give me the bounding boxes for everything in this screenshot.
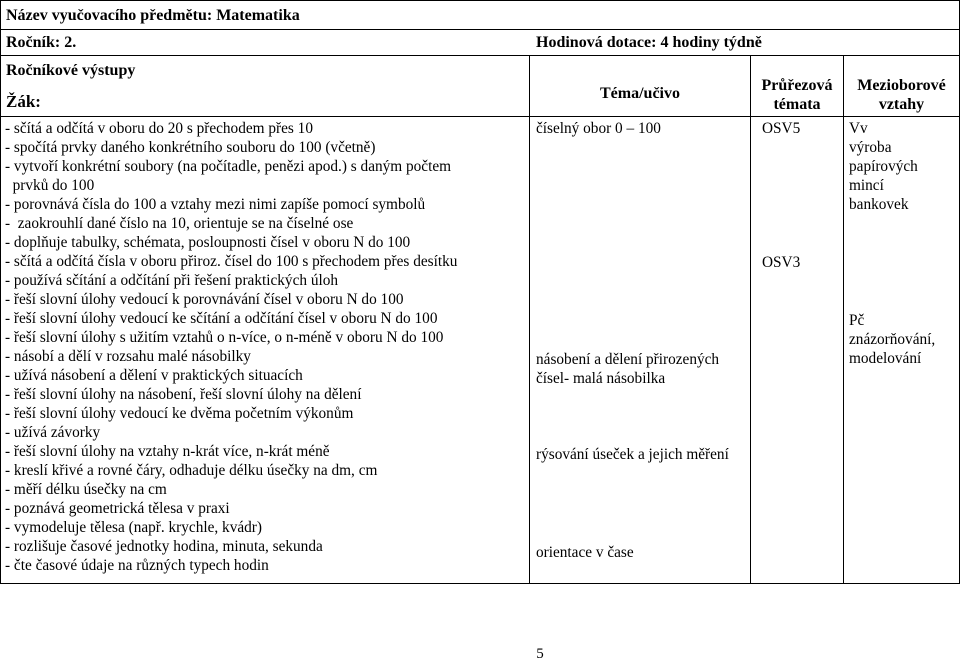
row-divider-3: [0, 116, 960, 117]
col-divider-topic: [529, 55, 530, 584]
list-item: - užívá násobení a dělení v praktických situacích: [5, 367, 303, 384]
hours-label: Hodinová dotace: 4 hodiny týdně: [536, 34, 762, 51]
col-divider-cross: [750, 55, 751, 584]
list-item: - užívá závorky: [5, 424, 101, 441]
list-item: - používá sčítání a odčítání při řešení praktických úloh: [5, 272, 339, 289]
inter-heading-2: vztahy: [878, 96, 925, 113]
inter-line: výroba: [849, 139, 892, 156]
inter-heading-1: Mezioborové: [857, 77, 946, 94]
list-item: - řeší slovní úlohy vedoucí k porovnávání čísel v oboru N do 100: [5, 291, 404, 308]
list-item: - sčítá a odčítá čísla v oboru přiroz. čísel do 100 s přechodem přes desítku: [5, 253, 458, 270]
list-item: - řeší slovní úlohy vedoucí ke sčítání a odčítání čísel v oboru N do 100: [5, 310, 438, 327]
table-top-border: [0, 0, 960, 1]
inter-block-work: [849, 311, 935, 368]
list-item: - sčítá a odčítá v oboru do 20 s přechodem přes 10: [5, 120, 313, 137]
cross-osv5: OSV5: [762, 120, 801, 137]
outcomes-list: [5, 119, 457, 575]
row-divider-1: [0, 29, 960, 30]
pupil-heading: Žák:: [6, 92, 41, 111]
list-item: - spočítá prvky daného konkrétního souboru do 100 (včetně): [5, 139, 376, 156]
inter-line: mincí: [849, 177, 884, 194]
list-item: - poznává geometrická tělesa v praxi: [5, 500, 230, 517]
inter-line: bankovek: [849, 196, 909, 213]
list-item: - čte časové údaje na různých typech hodin: [5, 557, 269, 574]
list-item: - rozlišuje časové jednotky hodina, minuta, sekunda: [5, 538, 323, 555]
col-divider-inter: [843, 55, 844, 584]
list-item: - měří délku úsečky na cm: [5, 481, 167, 498]
topic-geometry: rýsování úseček a jejich měření: [536, 446, 729, 463]
list-item: - zaokrouhlí dané číslo na 10, orientuje se na číselné ose: [5, 215, 354, 232]
topic-number-range: číselný obor 0 – 100: [536, 120, 661, 137]
topic-time: orientace v čase: [536, 544, 634, 561]
list-item: - řeší slovní úlohy na násobení, řeší slovní úlohy na dělení: [5, 386, 362, 403]
list-item: - řeší slovní úlohy na vztahy n-krát více, n-krát méně: [5, 443, 330, 460]
topic-multiplication-1: násobení a dělení přirozených: [536, 351, 720, 368]
inter-line: modelování: [849, 350, 922, 367]
row-divider-2: [0, 55, 960, 56]
list-item: - řeší slovní úlohy vedoucí ke dvěma početním výkonům: [5, 405, 354, 422]
list-item: - vytvoří konkrétní soubory (na počítadle, penězi apod.) s daným počtem: [5, 158, 452, 175]
cross-heading-1: Průřezová: [761, 77, 833, 94]
inter-block-art: [849, 119, 918, 214]
list-item: - řeší slovní úlohy s užitím vztahů o n-více, o n-méně v oboru N do 100: [5, 329, 444, 346]
inter-line: Pč: [849, 312, 865, 329]
subject-title: Název vyučovacího předmětu: Matematika: [6, 7, 300, 24]
grade-label: Ročník: 2.: [6, 34, 77, 51]
topic-multiplication-2: čísel- malá násobilka: [536, 370, 666, 387]
list-item: - násobí a dělí v rozsahu malé násobilky: [5, 348, 251, 365]
list-item: - porovnává čísla do 100 a vztahy mezi nimi zapíše pomocí symbolů: [5, 196, 426, 213]
inter-line: papírových: [849, 158, 918, 175]
list-item: prvků do 100: [5, 177, 95, 194]
inter-line: znázorňování,: [849, 331, 936, 348]
list-item: - doplňuje tabulky, schémata, posloupnosti čísel v oboru N do 100: [5, 234, 411, 251]
page-number: 5: [536, 646, 544, 662]
left-border: [0, 0, 1, 584]
inter-line: Vv: [849, 120, 868, 137]
list-item: - vymodeluje tělesa (např. krychle, kvádr): [5, 519, 262, 536]
list-item: - kreslí křivé a rovné čáry, odhaduje délku úsečky na dm, cm: [5, 462, 378, 479]
topic-heading: Téma/učivo: [600, 85, 680, 102]
cross-osv3: OSV3: [762, 254, 801, 271]
outcomes-heading: Ročníkové výstupy: [6, 62, 136, 79]
table-bottom-border: [0, 583, 960, 584]
cross-heading-2: témata: [773, 96, 821, 113]
